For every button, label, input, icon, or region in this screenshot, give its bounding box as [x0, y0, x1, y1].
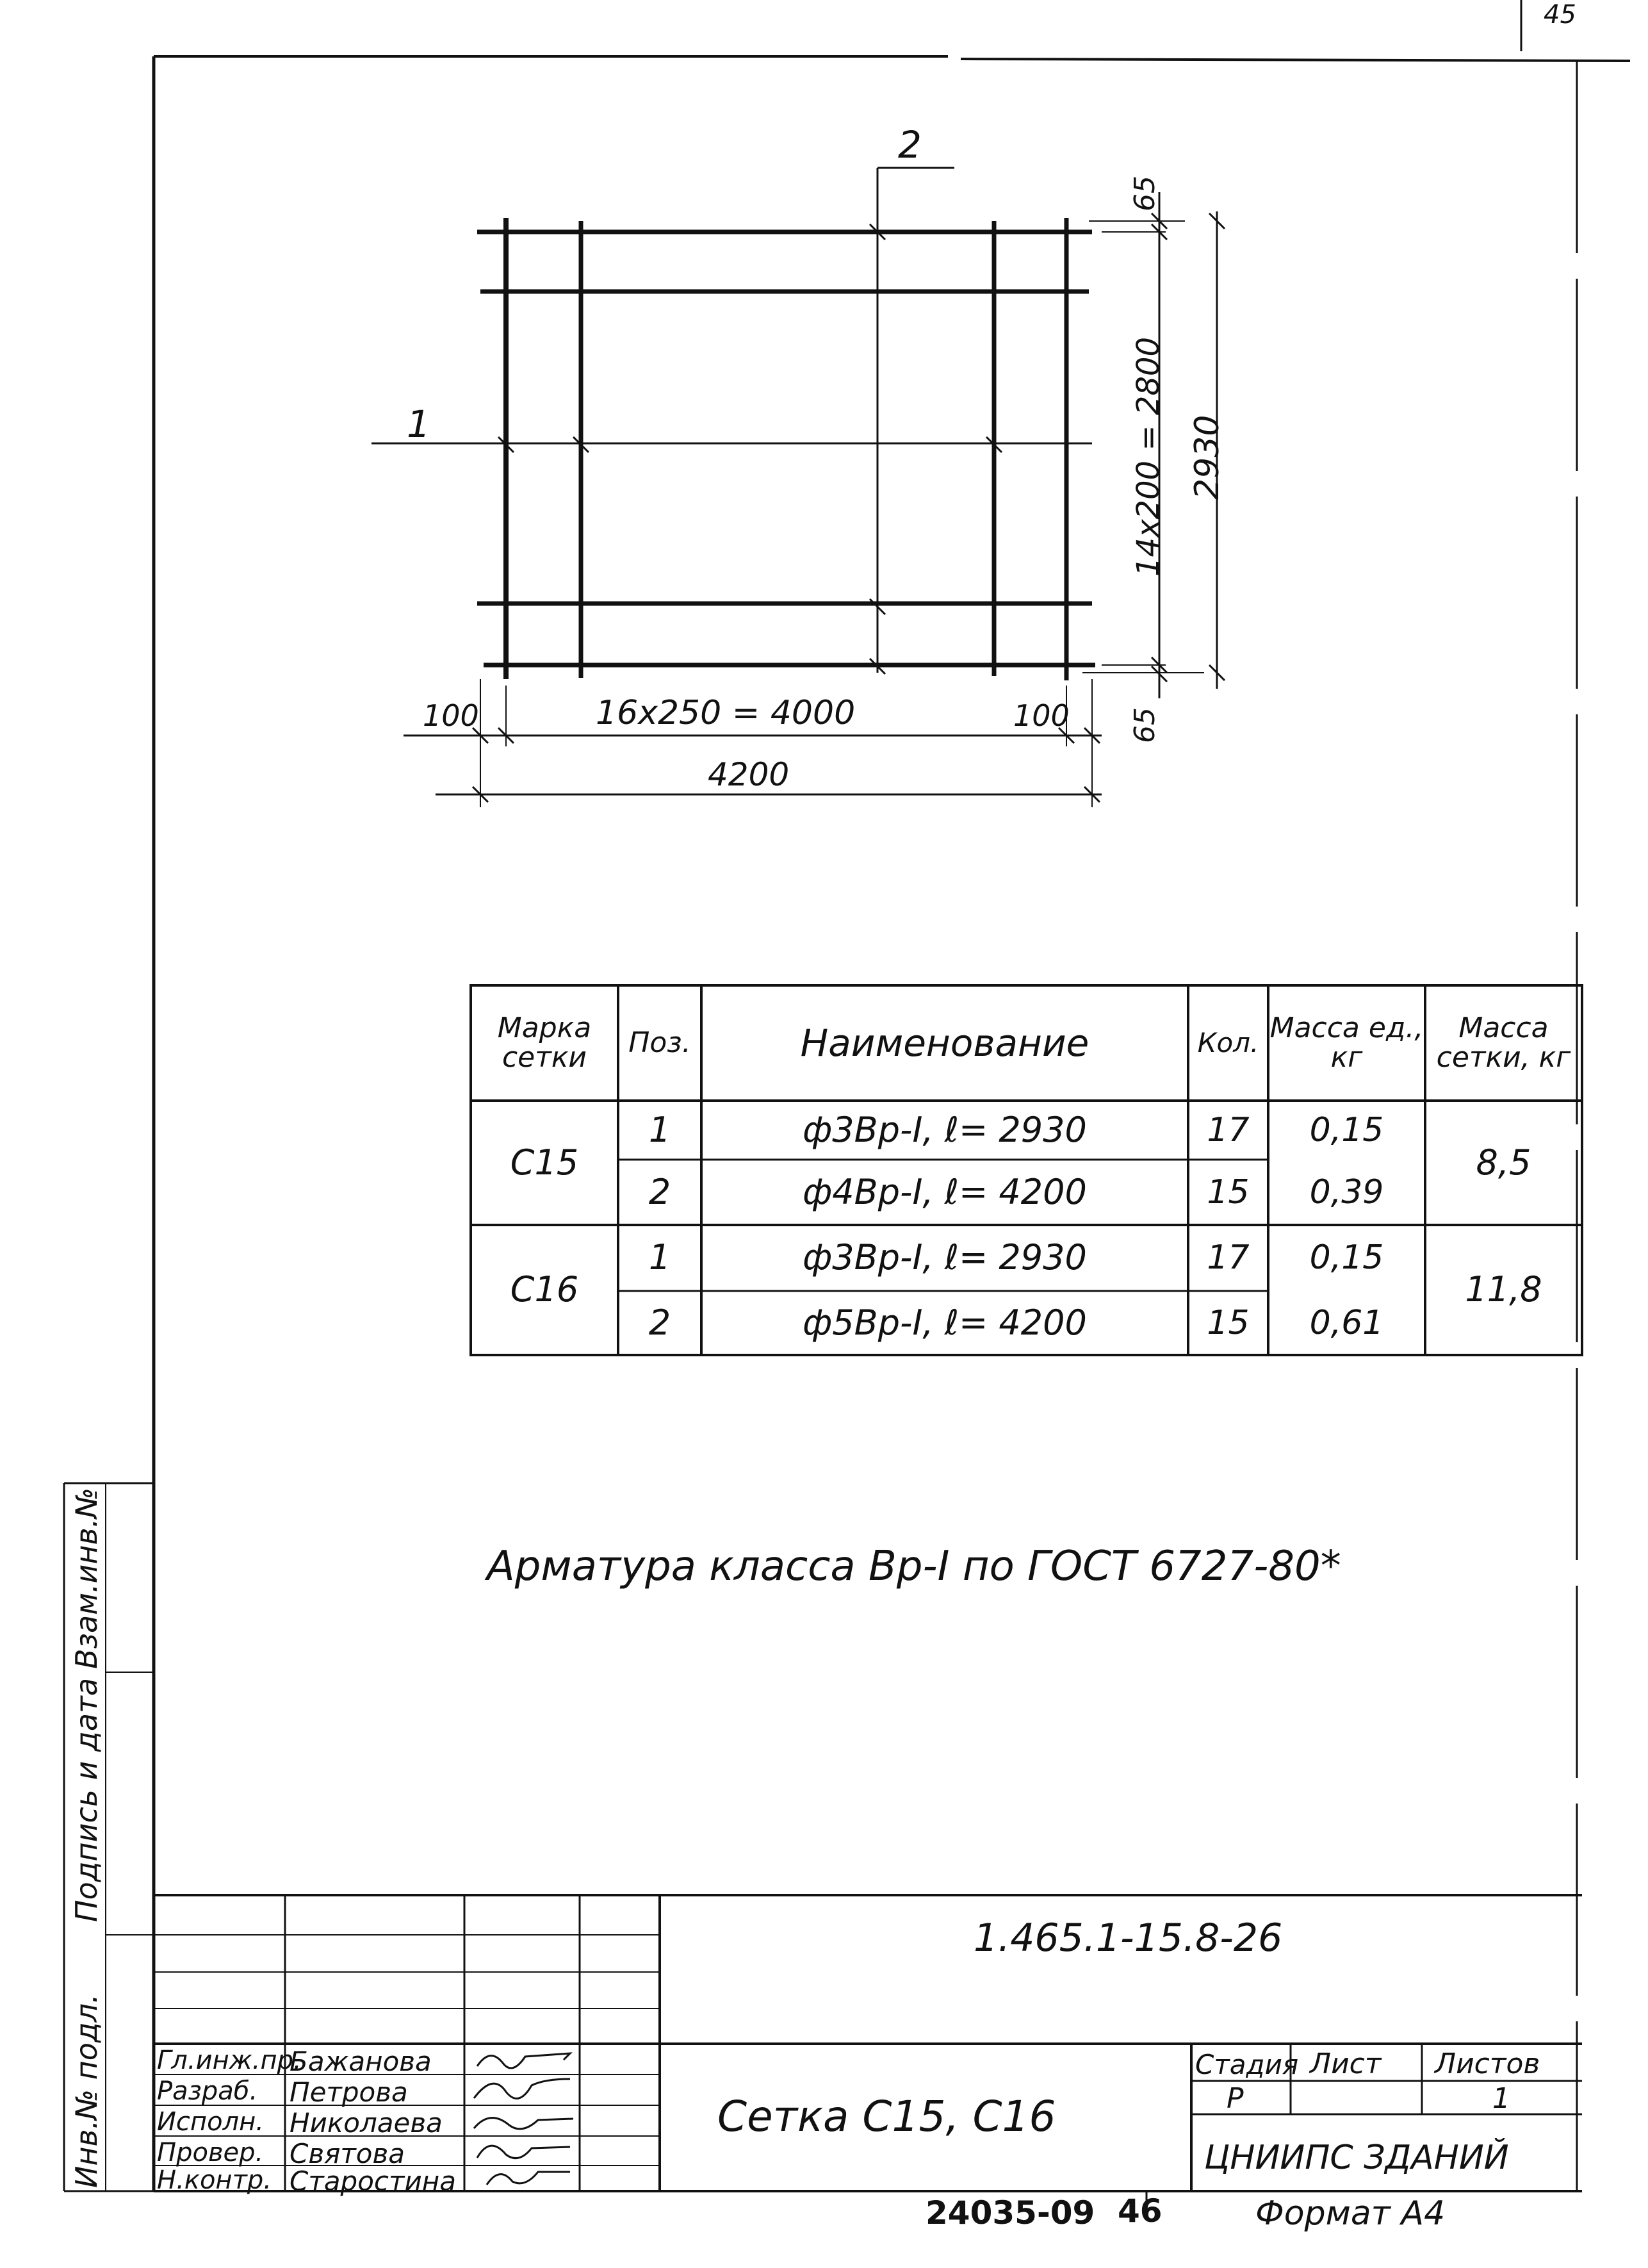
group-mark: С15 [510, 1142, 579, 1183]
role-label: Исполн. [157, 2107, 264, 2137]
row-pos: 2 [648, 1171, 671, 1212]
dimension-right-offset: 100 [1013, 698, 1070, 733]
row-name: ф5Вр-I, ℓ= 4200 [803, 1302, 1087, 1343]
row-pos: 1 [648, 1109, 671, 1150]
header-qty: Кол. [1197, 1026, 1259, 1058]
stage-value: Р [1227, 2082, 1244, 2115]
role-label: Провер. [157, 2138, 264, 2167]
archive-number: 24035-09 [926, 2194, 1095, 2231]
stage-header: Стадия [1195, 2049, 1299, 2080]
row-name: ф3Вр-I, ℓ= 2930 [803, 1109, 1087, 1150]
drawing-title: Сетка С15, С16 [717, 2092, 1056, 2141]
header-mark: Марка сетки [497, 1011, 592, 1074]
dimension-horizontal-total: 4200 [708, 756, 790, 793]
group-mark: С16 [510, 1269, 579, 1310]
signature [477, 2053, 570, 2068]
page-number: 46 [1118, 2192, 1163, 2230]
dimension-vertical-total: 2930 [1188, 415, 1227, 500]
row-pos: 1 [648, 1237, 671, 1278]
row-qty: 15 [1207, 1303, 1250, 1342]
header-name: Наименование [800, 1021, 1089, 1065]
person-name: Старостина [290, 2165, 456, 2197]
organization: ЦНИИПС ЗДАНИЙ [1204, 2139, 1509, 2177]
person-name: Бажанова [290, 2046, 432, 2077]
row-name: ф3Вр-I, ℓ= 2930 [803, 1237, 1087, 1278]
format-label: Формат А4 [1255, 2194, 1446, 2233]
group-net-mass: 8,5 [1476, 1142, 1531, 1183]
sheets-header: Листов [1435, 2048, 1540, 2080]
document-code: 1.465.1-15.8-26 [974, 1916, 1283, 1960]
corner-page-number: 45 [1544, 0, 1576, 29]
sheets-value: 1 [1492, 2082, 1510, 2115]
role-label: Гл.инж.пр. [157, 2046, 302, 2075]
group-net-mass: 11,8 [1465, 1269, 1542, 1310]
header-unit-mass: Масса ед., кг [1269, 1011, 1424, 1074]
person-name: Николаева [290, 2107, 443, 2139]
dimension-bottom-offset: 65 [1129, 707, 1161, 743]
position-label-2: 2 [898, 123, 922, 167]
reinforcement-note: Арматура класса Вр-I по ГОСТ 6727-80* [487, 1543, 1341, 1590]
row-unit-mass: 0,15 [1309, 1110, 1384, 1149]
row-qty: 17 [1207, 1238, 1250, 1278]
row-pos: 2 [648, 1302, 671, 1343]
side-stamp-sign-date: Подпись и дата [69, 1677, 104, 1922]
side-stamp-replace-inv: Взам.инв.№ [69, 1487, 104, 1669]
signature [474, 2079, 570, 2098]
role-label: Разраб. [157, 2076, 258, 2106]
dimension-left-offset: 100 [423, 698, 479, 733]
position-label-1: 1 [407, 402, 430, 446]
dimension-top-offset: 65 [1129, 176, 1161, 211]
header-net-mass: Масса сетки, кг [1436, 1011, 1571, 1074]
signature [477, 2146, 570, 2158]
role-label: Н.контр. [157, 2165, 272, 2195]
row-name: ф4Вр-I, ℓ= 4200 [803, 1171, 1087, 1212]
signature [487, 2172, 570, 2185]
person-name: Святова [290, 2138, 405, 2169]
signature [474, 2118, 573, 2129]
row-unit-mass: 0,61 [1309, 1303, 1384, 1342]
row-qty: 15 [1207, 1172, 1250, 1212]
person-name: Петрова [290, 2076, 408, 2108]
row-unit-mass: 0,15 [1309, 1238, 1384, 1278]
sheet-header: Лист [1310, 2048, 1382, 2080]
row-unit-mass: 0,39 [1309, 1172, 1384, 1212]
row-qty: 17 [1207, 1110, 1250, 1149]
side-stamp-inv-no: Инв.№ подл. [69, 1994, 104, 2188]
dimension-vertical-inner: 14x200 = 2800 [1130, 337, 1166, 577]
dimension-horizontal-inner: 16x250 = 4000 [596, 694, 856, 732]
header-pos: Поз. [628, 1026, 691, 1059]
